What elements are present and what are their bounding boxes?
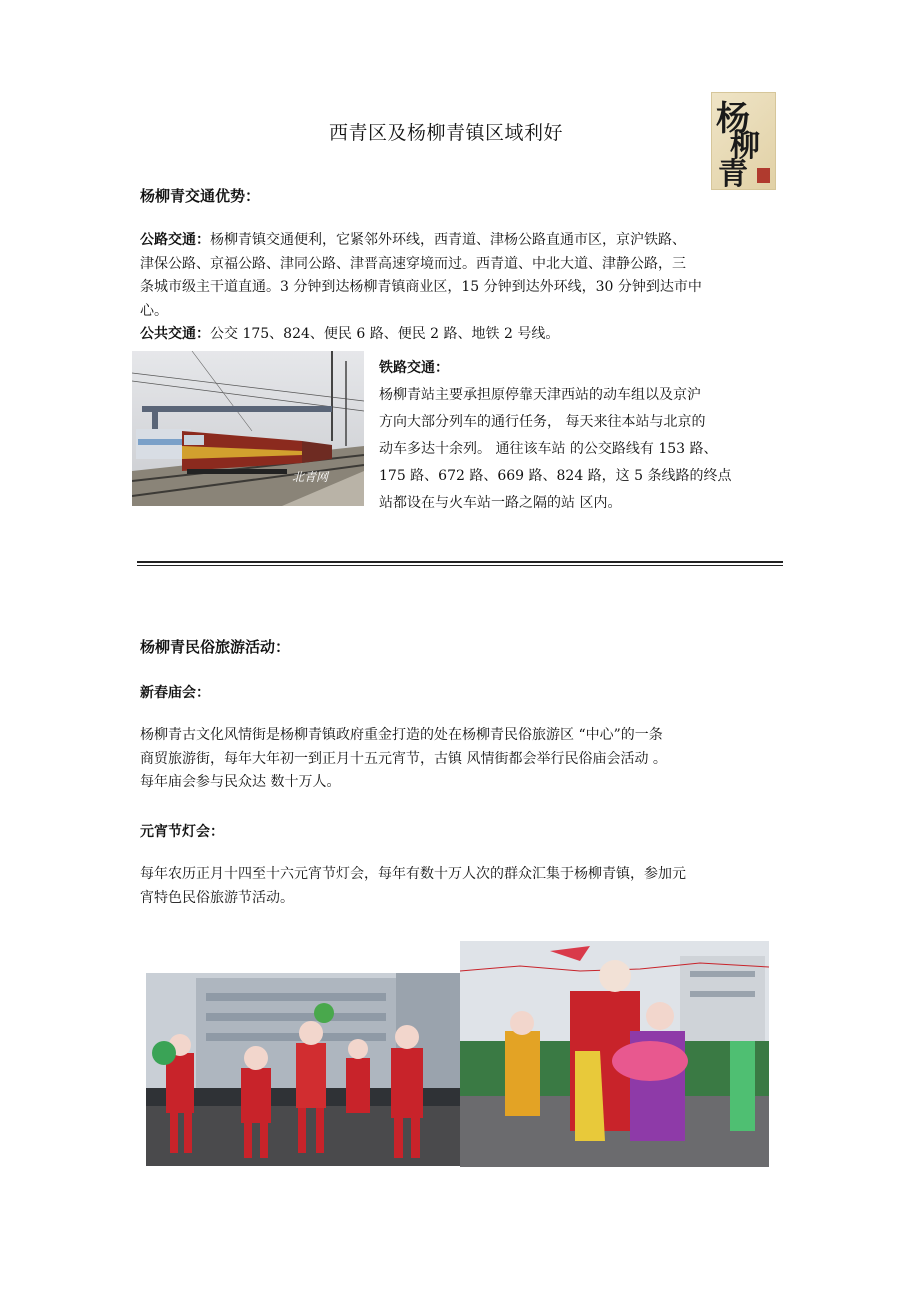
public-transport-line: 公共交通：公交 175、824、便民 6 路、便民 2 路、地铁 2 号线。 bbox=[140, 326, 560, 342]
spring-line-2: 商贸旅游街，每年大年初一到正月十五元宵节，古镇 风情街都会举行民俗庙会活动 。 bbox=[140, 750, 667, 767]
temple-fair-photo bbox=[146, 973, 460, 1166]
page-title: 西青区及杨柳青镇区域利好 bbox=[328, 122, 563, 144]
lantern-line-2: 宵特色民俗旅游节活动。 bbox=[140, 889, 294, 906]
lantern-parade-photo bbox=[460, 941, 769, 1167]
logo-char-liu: 柳 bbox=[730, 129, 760, 164]
photo-watermark: 北青网 bbox=[292, 470, 329, 484]
highway-label: 公路交通： bbox=[140, 232, 210, 248]
highway-line-4: 心。 bbox=[140, 302, 168, 319]
logo-char-yang: 杨 bbox=[716, 99, 750, 139]
train-photo bbox=[132, 351, 364, 506]
spring-line-1: 杨柳青古文化风情街是杨柳青镇政府重金打造的处在杨柳青民俗旅游区 “中心”的一条 bbox=[140, 727, 663, 743]
section-divider bbox=[137, 561, 783, 563]
traffic-heading: 杨柳青交通优势： bbox=[140, 187, 261, 205]
temple-fair-illustration bbox=[146, 973, 460, 1166]
spring-fair-heading: 新春庙会： bbox=[140, 685, 210, 701]
highway-line-3: 条城市级主干道直通。3 分钟到达杨柳青镇商业区，15 分钟到达外环线，30 分钟到达市中 bbox=[140, 279, 702, 295]
spring-line-3: 每年庙会参与民众达 数十万人。 bbox=[140, 774, 341, 790]
rail-line-5: 站都设在与火车站一路之隔的站 区内。 bbox=[379, 495, 622, 511]
folk-heading: 杨柳青民俗旅游活动： bbox=[140, 638, 291, 656]
train-illustration bbox=[132, 351, 364, 506]
lantern-festival-heading: 元宵节灯会： bbox=[140, 824, 224, 840]
logo-seal bbox=[757, 168, 770, 183]
logo-char-qing: 青 bbox=[718, 157, 748, 192]
rail-line-1: 杨柳青站主要承担原停靠天津西站的动车组以及京沪 bbox=[379, 387, 701, 403]
rail-line-2: 方向大部分列车的通行任务， 每天来往本站与北京的 bbox=[379, 414, 706, 430]
rail-paragraph bbox=[379, 355, 799, 517]
section-divider-thin bbox=[137, 565, 783, 566]
lantern-festival-paragraph bbox=[140, 863, 790, 910]
highway-line-2: 津保公路、京福公路、津同公路、津晋高速穿境而过。西青道、中北大道、津静公路，三 bbox=[140, 255, 686, 272]
rail-line-3: 动车多达十余列。 通往该车站 的公交路线有 153 路、 bbox=[379, 441, 718, 457]
public-label: 公共交通： bbox=[140, 326, 210, 342]
spring-fair-paragraph bbox=[140, 724, 790, 795]
rail-label: 铁路交通： bbox=[379, 360, 449, 376]
highway-line-1: 公路交通：杨柳青镇交通便利，它紧邻外环线，西青道、津杨公路直通市区，京沪铁路、 bbox=[140, 232, 686, 248]
highway-paragraph bbox=[140, 229, 790, 347]
lantern-line-1: 每年农历正月十四至十六元宵节灯会，每年有数十万人次的群众汇集于杨柳青镇，参加元 bbox=[140, 866, 686, 882]
rail-line-4: 175 路、672 路、669 路、824 路，这 5 条线路的终点 bbox=[379, 468, 732, 484]
lantern-parade-illustration bbox=[460, 941, 769, 1167]
yangliuqing-logo bbox=[711, 92, 776, 190]
